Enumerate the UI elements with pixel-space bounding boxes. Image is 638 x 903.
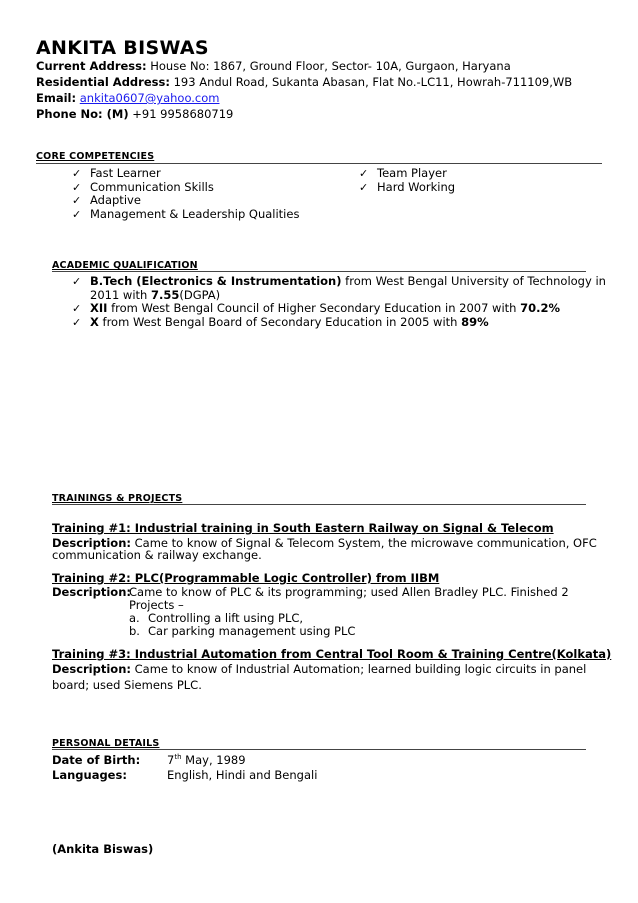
core-competencies-rule (36, 163, 602, 164)
phone-value: +91 9958680719 (132, 107, 234, 121)
training-3-description: Description: Came to know of Industrial Automation; learned building logic circuits in panel (52, 662, 587, 676)
list-item: ✓ B.Tech (Electronics & Instrumentation) from West Bengal University of Technology in (72, 274, 606, 288)
check-icon: ✓ (359, 167, 369, 180)
check-icon: ✓ (72, 194, 82, 207)
academic-heading: ACADEMIC QUALIFICATION (52, 260, 198, 271)
check-icon: ✓ (72, 180, 82, 194)
training-3-title: Training #3: Industrial Automation from Central Tool Room & Training Centre(Kolkata) (52, 647, 612, 661)
academic-rule (52, 271, 586, 272)
check-icon: ✓ (72, 167, 82, 180)
training-3-description-cont: board; used Siemens PLC. (52, 678, 202, 692)
training-2-title: Training #2: PLC(Programmable Logic Controller) from IIBM (52, 571, 440, 585)
residential-address-line (36, 74, 572, 90)
current-address-label: Current Address: (36, 59, 147, 73)
languages-value: English, Hindi and Bengali (167, 768, 318, 782)
core-competencies-right-list (359, 167, 455, 194)
check-icon: ✓ (72, 315, 82, 329)
languages-label: Languages: (52, 768, 127, 782)
list-item-continuation: 2011 with 7.55(DGPA) (90, 287, 221, 302)
personal-details-rule (52, 749, 586, 750)
list-item: ✓ Adaptive (72, 193, 141, 207)
list-item: a. Controlling a lift using PLC, (129, 611, 304, 625)
list-item: b. Car parking management using PLC (129, 624, 356, 638)
check-icon: ✓ (72, 207, 82, 221)
training-1-description: Description: Came to know of Signal & Telecom System, the microwave communication, OFC (52, 536, 597, 550)
candidate-name: ANKITA BISWAS (36, 37, 209, 59)
current-address-value: House No: 1867, Ground Floor, Sector- 10A, Gurgaon, Haryana (150, 59, 511, 73)
personal-details-heading: PERSONAL DETAILS (52, 738, 160, 749)
residential-address-label: Residential Address: (36, 75, 170, 89)
trainings-rule (52, 504, 586, 505)
email-link[interactable]: ankita0607@yahoo.com (79, 91, 220, 105)
core-competencies-heading: CORE COMPETENCIES (36, 151, 155, 162)
training-2-description-cont: Projects – (129, 598, 184, 612)
dob-label: Date of Birth: (52, 753, 141, 767)
email-label: Email: (36, 91, 77, 105)
dob-value: 7th May, 1989 (167, 753, 246, 767)
list-item: ✓ Fast Learner (72, 166, 161, 180)
academic-list (72, 274, 606, 329)
list-item: ✓ X from West Bengal Board of Secondary Education in 2005 with 89% (72, 314, 489, 329)
list-item: ✓ XII from West Bengal Council of Higher Secondary Education in 2007 with 70.2% (72, 301, 561, 315)
training-2-description-label: Description: (52, 585, 131, 599)
training-1-description-cont: communication & railway exchange. (52, 548, 262, 562)
phone-line (36, 106, 233, 122)
training-1-title: Training #1: Industrial training in South Eastern Railway on Signal & Telecom (52, 521, 554, 535)
core-competencies-left-list (72, 167, 299, 221)
list-item: ✓ Communication Skills (72, 179, 214, 194)
training-2-description: Came to know of PLC & its programming; used Allen Bradley PLC. Finished 2 (129, 585, 569, 599)
list-item: ✓ Hard Working (359, 179, 456, 194)
signature-name: (Ankita Biswas) (52, 842, 154, 856)
current-address-line (36, 58, 511, 74)
check-icon: ✓ (72, 302, 82, 315)
trainings-heading: TRAININGS & PROJECTS (52, 493, 183, 504)
phone-label: Phone No: (M) (36, 107, 129, 121)
list-item: ✓ Team Player (359, 166, 447, 180)
email-line (36, 90, 220, 106)
check-icon: ✓ (72, 275, 82, 288)
list-item: ✓ Management & Leadership Qualities (72, 206, 300, 221)
check-icon: ✓ (359, 180, 369, 194)
residential-address-value: 193 Andul Road, Sukanta Abasan, Flat No.-LC11, Howrah-711109,WB (173, 75, 573, 89)
